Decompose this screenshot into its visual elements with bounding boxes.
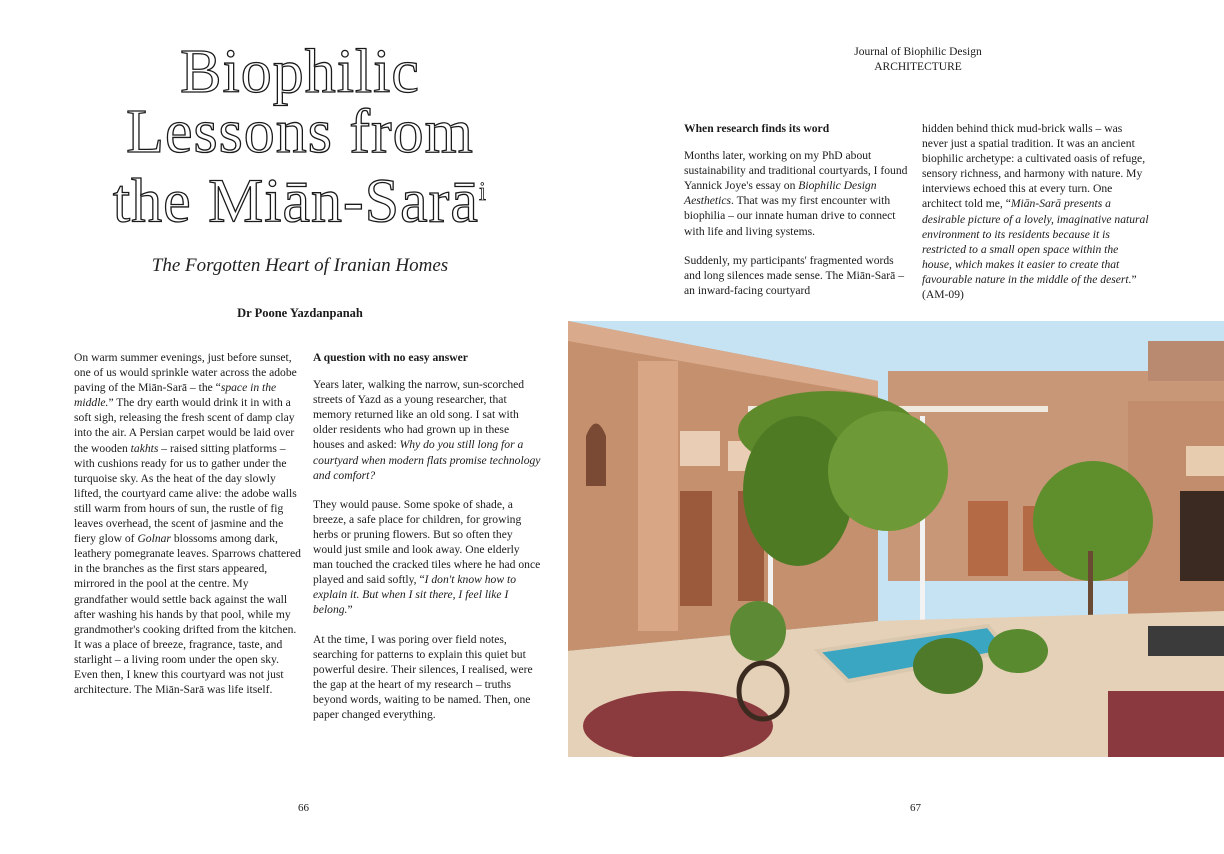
paragraph-intro: On warm summer evenings, just before sunset, one of us would sprinkle water across the adobe paving of the Miān-Sarā – the “space in the middle.” The dry earth would drink it in with a soft sigh, releasing the fresh scent of damp clay into the air. A Persian carpet would be laid over the wooden takhts – raised sitting platforms – with cushions ready for us to gather under the turquoise sky. As the heat of the day slowly lifted, the courtyard came alive: the adobe walls still warm from hours of sun, the rustle of fig leaves overhead, the scent of jasmine and the fiery glow of Golnar blossoms among dark, leathery pomegranate leaves. Sparrows chattered in the branches as the first stars appeared, mirrored in the pool at the centre. My grandfather would settle back against the wall after washing his hands by that pool, while my grandmother's cooking drifted from the kitchen. It was a place of breeze, fragrance, taste, and starlight – a living room under the open sky. Even then, I knew this courtyard was not just architecture. The Miān-Sarā was life itself.	[74, 351, 301, 697]
journal-header	[800, 45, 1036, 75]
journal-name: Journal of Biophilic Design	[854, 46, 982, 58]
section-heading-question: A question with no easy answer	[313, 351, 468, 364]
page-number-left: 66	[298, 802, 309, 814]
column-4	[922, 121, 1150, 316]
section-heading-research: When research finds its word	[684, 122, 830, 135]
page-number-right: 67	[910, 802, 921, 814]
paragraph-suddenly: Suddenly, my participants' fragmented words and long silences made sense. The Miān-Sarā – an inward-facing courtyard	[684, 253, 905, 297]
paragraph-pause: They would pause. Some spoke of shade, a breeze, a safe place for children, for growing herbs or pruning flowers. But so often they would just smile and look away. One elderly man touched the cracked tiles where he had once played and said softly, “I don't know how to explain it. But when I sit there, I feel like I belong.”	[313, 497, 541, 617]
author-name: Dr Poone Yazdanpanah	[237, 306, 363, 320]
paragraph-archetype: hidden behind thick mud-brick walls – was never just a spatial tradition. It was an ancient biophilic archetype: a cultivated oasis of refuge, sensory richness, and harmony with nature. My interviews echoed this at every turn. One architect told me, “Miān-Sarā presents a desirable picture of a lovely, imaginative natural environment to its residents because it is restricted to a small open space within the house, which makes it easier to create that favourable nature in the middle of the desert.” (AM-09)	[922, 122, 1149, 302]
column-2	[313, 350, 541, 736]
column-3	[684, 121, 912, 312]
paragraph-phd: Months later, working on my PhD about sustainability and traditional courtyards, I found Yannick Joye's essay on Biophilic Design Aesthetics. That was my first encounter with biophilia – our innate human drive to connect with life and living systems.	[684, 149, 908, 238]
title-line-3: the Miān-Sarā$^i$	[112, 167, 488, 236]
courtyard-photo	[568, 321, 1224, 757]
courtyard-illustration	[568, 321, 1224, 757]
article-title	[60, 38, 540, 236]
column-1	[74, 350, 302, 711]
title-footnote-marker: i	[478, 177, 488, 206]
paragraph-yazd: Years later, walking the narrow, sun-scorched streets of Yazd as a young researcher, that memory returned like an old song. I sat with older residents who had grown up in these houses and asked: Why do you still long for a courtyard when modern flats promise technology and comfort?	[313, 378, 541, 482]
paragraph-field-notes: At the time, I was poring over field notes, searching for patterns to explain this quiet but powerful desire. Their silences, I realised, were the gap at the heart of my research – truths beyond words, waiting to be named. Then, one paper changed everything.	[313, 632, 533, 721]
article-subtitle: The Forgotten Heart of Iranian Homes	[151, 255, 449, 276]
section-label: ARCHITECTURE	[874, 61, 962, 73]
title-line-2: Lessons from	[126, 98, 474, 166]
title-line-1: Biophilic	[180, 38, 420, 106]
